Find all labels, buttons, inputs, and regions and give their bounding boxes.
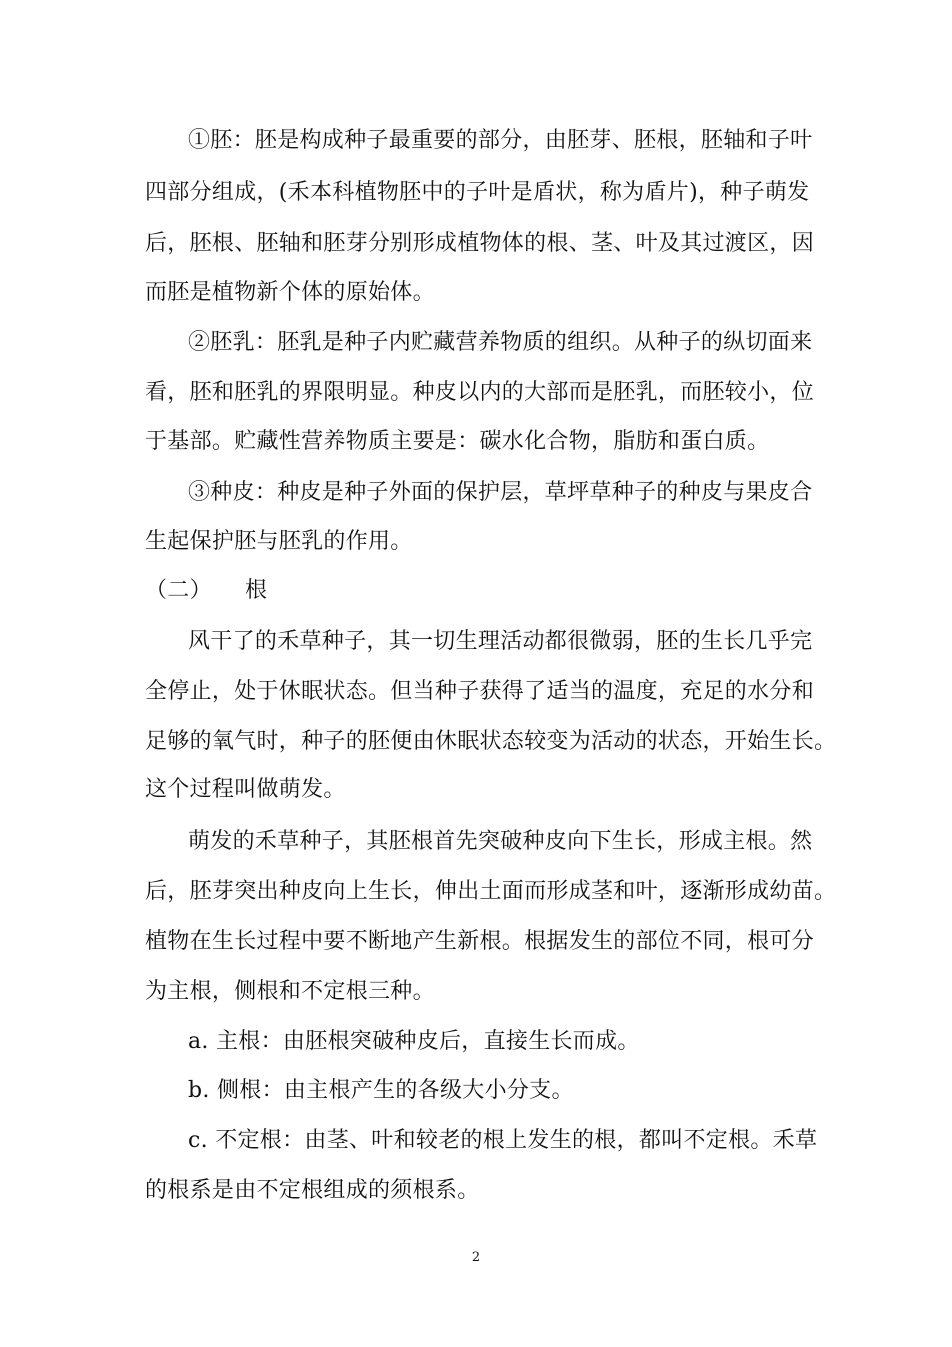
adventitious-root-item: c. 不定根：由茎、叶和较老的根上发生的根，都叫不定根。禾草 — [188, 1128, 818, 1153]
germination-paragraph-line: 全停止，处于休眠状态。但当种子获得了适当的温度，充足的水分和 — [145, 679, 815, 704]
embryo-paragraph-line: 而胚是植物新个体的原始体。 — [145, 280, 435, 305]
page-number: 2 — [471, 1250, 481, 1265]
seed-coat-paragraph-line: ③种皮：种皮是种子外面的保护层，草坪草种子的种皮与果皮合 — [188, 480, 813, 505]
section-heading-title: 根 — [245, 578, 268, 603]
embryo-paragraph-line: 四部分组成，(禾本科植物胚中的子叶是盾状，称为盾片)，种子萌发 — [145, 180, 810, 205]
adventitious-root-item: 的根系是由不定根组成的须根系。 — [145, 1178, 480, 1203]
root-growth-paragraph-line: 植物在生长过程中要不断地产生新根。根据发生的部位不同，根可分 — [145, 929, 815, 954]
seed-coat-paragraph-line: 生起保护胚与胚乳的作用。 — [145, 529, 413, 554]
embryo-paragraph-line: ①胚：胚是构成种子最重要的部分，由胚芽、胚根，胚轴和子叶 — [188, 128, 813, 153]
root-growth-paragraph-line: 后，胚芽突出种皮向上生长，伸出土面而形成茎和叶，逐渐形成幼苗。 — [145, 879, 837, 904]
germination-paragraph-line: 这个过程叫做萌发。 — [145, 777, 346, 802]
section-heading-number: （二） — [145, 578, 212, 603]
root-growth-paragraph-line: 为主根，侧根和不定根三种。 — [145, 979, 435, 1004]
germination-paragraph-line: 足够的氧气时，种子的胚便由休眠状态较变为活动的状态，开始生长。 — [145, 729, 837, 754]
section-heading — [145, 578, 815, 604]
endosperm-paragraph-line: 于基部。贮藏性营养物质主要是：碳水化合物，脂肪和蛋白质。 — [145, 429, 770, 454]
main-root-item: a. 主根：由胚根突破种皮后，直接生长而成。 — [188, 1029, 640, 1054]
germination-paragraph-line: 风干了的禾草种子，其一切生理活动都很微弱，胚的生长几乎完 — [188, 629, 813, 654]
lateral-root-item: b. 侧根：由主根产生的各级大小分支。 — [188, 1078, 574, 1103]
endosperm-paragraph-line: 看，胚和胚乳的界限明显。种皮以内的大部而是胚乳，而胚较小，位 — [145, 380, 815, 405]
root-growth-paragraph-line: 萌发的禾草种子，其胚根首先突破种皮向下生长，形成主根。然 — [188, 829, 813, 854]
embryo-paragraph-line: 后，胚根、胚轴和胚芽分别形成植物体的根、茎、叶及其过渡区，因 — [145, 231, 815, 256]
endosperm-paragraph-line: ②胚乳：胚乳是种子内贮藏营养物质的组织。从种子的纵切面来 — [188, 330, 813, 355]
